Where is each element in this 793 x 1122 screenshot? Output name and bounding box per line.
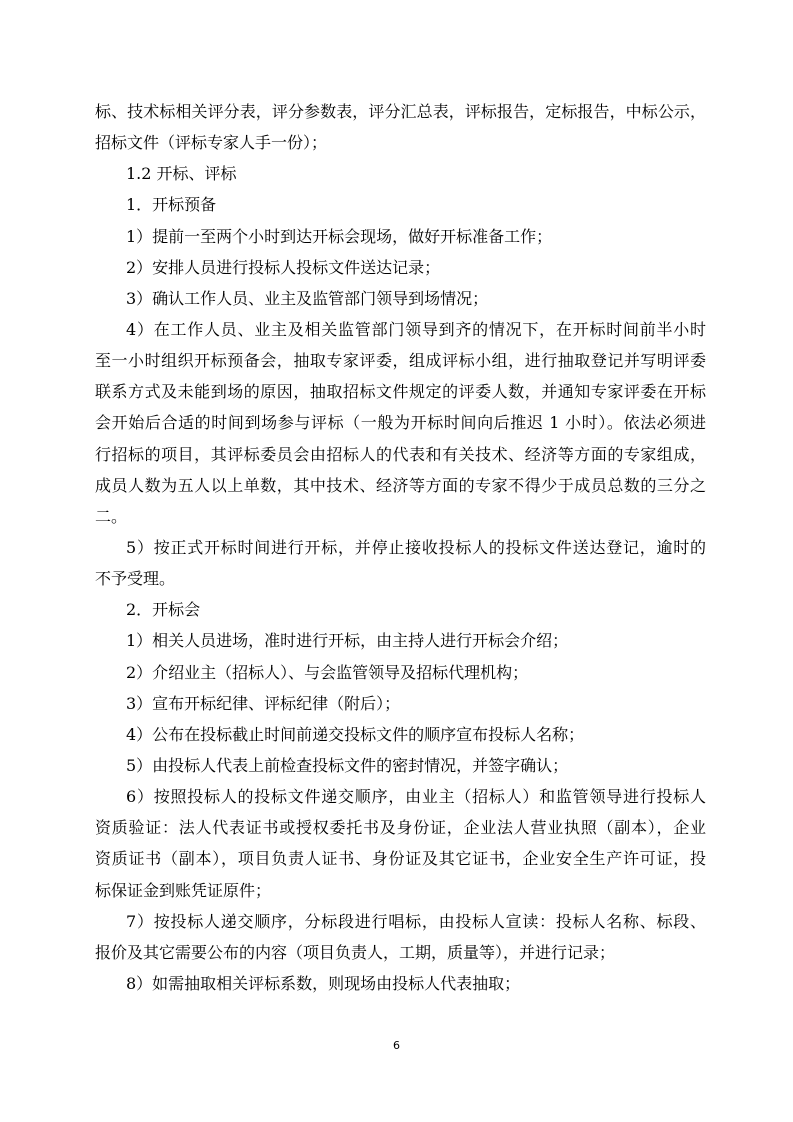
text-line: 2．开标会 [126,600,201,620]
text-line: 1）提前一至两个小时到达开标会现场，做好开标准备工作； [126,226,553,246]
text-line: 标保证金到账凭证原件； [95,880,272,900]
text-line: 6）按照投标人的投标文件递交顺序，由业主（招标人）和监管领导进行投标人 [126,787,706,807]
text-line: 1.2 开标、评标 [126,164,237,184]
text-line: 联系方式及未能到场的原因，抽取招标文件规定的评委人数，并通知专家评委在开标 [95,382,706,402]
text-line: 会开始后合适的时间到场参与评标（一般为开标时间向后推迟 1 小时）。依法必须进 [95,413,706,433]
text-line: 1．开标预备 [126,195,217,215]
text-line: 7）按投标人递交顺序，分标段进行唱标，由投标人宣读：投标人名称、标段、 [126,911,706,931]
text-line: 4）在工作人员、业主及相关监管部门领导到齐的情况下，在开标时间前半小时 [126,319,706,339]
text-line: 5）由投标人代表上前检查投标文件的密封情况，并签字确认； [126,755,569,775]
text-line: 资质验证：法人代表证书或授权委托书及身份证，企业法人营业执照（副本），企业 [95,818,706,838]
text-line: 3）确认工作人员、业主及监管部门领导到场情况； [126,288,489,308]
text-line: 不予受理。 [95,569,176,589]
text-line: 2）安排人员进行投标人投标文件送达记录； [126,257,441,277]
text-line: 资质证书（副本），项目负责人证书、身份证及其它证书，企业安全生产许可证，投 [95,849,706,869]
document-body [95,96,706,999]
text-line: 1）相关人员进场，准时进行开标，由主持人进行开标会介绍； [126,631,569,651]
text-line: 2）介绍业主（招标人）、与会监管领导及招标代理机构； [126,662,529,682]
text-line: 3）宣布开标纪律、评标纪律（附后）； [126,693,401,713]
text-line: 标、技术标相关评分表，评分参数表，评分汇总表，评标报告，定标报告，中标公示， [95,102,706,121]
text-line: 招标文件（评标专家人手一份）； [95,133,328,153]
text-line: 5）按正式开标时间进行开标，并停止接收投标人的投标文件送达登记，逾时的 [126,537,706,557]
text-line: 行招标的项目，其评标委员会由招标人的代表和有关技术、经济等方面的专家组成， [95,444,706,464]
text-line: 8）如需抽取相关评标系数，则现场由投标人代表抽取； [126,973,521,993]
text-line: 4）公布在投标截止时间前递交投标文件的顺序宣布投标人名称； [126,724,585,744]
page-number: 6 [393,1039,400,1052]
text-line: 报价及其它需要公布的内容（项目负责人，工期，质量等），并进行记录； [95,942,616,962]
text-line: 二。 [95,506,128,526]
text-line: 成员人数为五人以上单数，其中技术、经济等方面的专家不得少于成员总数的三分之 [95,475,706,495]
text-line: 至一小时组织开标预备会，抽取专家评委，组成评标小组，进行抽取登记并写明评委 [95,351,706,371]
